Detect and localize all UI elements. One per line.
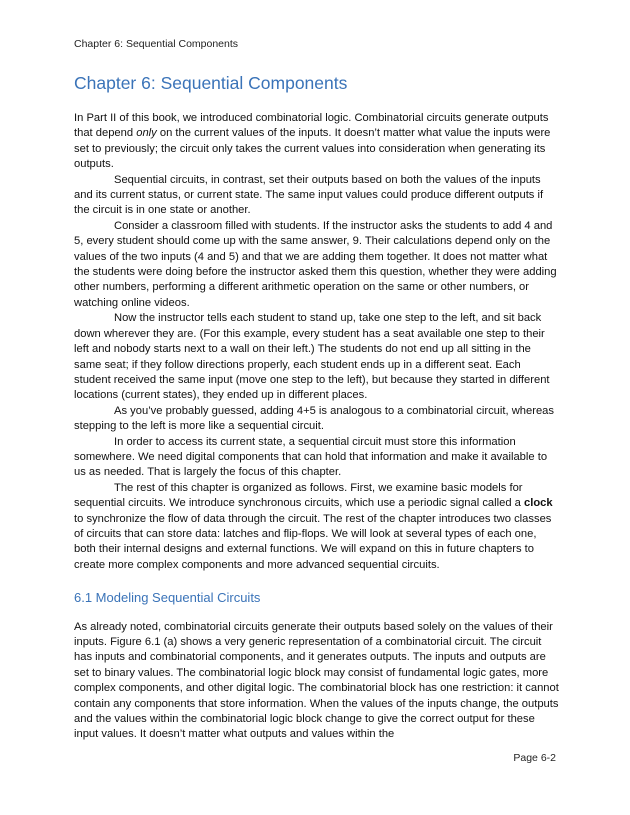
running-header: Chapter 6: Sequential Components <box>74 38 239 50</box>
text-run: Now the instructor tells each student to stand up, take one step to the left, and sit back down wherever they are. (For this example, every student has a seat available one step to their left and nobody starts next to a wall on their left.) The students do not end up all sitting in the same seat; if they follow directions properly, each student ends up in a different seat. Each student received the same input (move one step to the left), but because they started in different locations (current states), they ended up in different places. <box>74 312 550 402</box>
paragraph <box>74 111 559 173</box>
paragraph <box>74 620 559 743</box>
emphasis: only <box>136 127 157 140</box>
text-run: Sequential circuits, in contrast, set their outputs based on both the values of the inputs and its current status, or current state. The same input values could produce different outputs if the circuit is in one state or another. <box>74 173 544 217</box>
text-run: As you’ve probably guessed, adding 4+5 is analogous to a combinatorial circuit, whereas stepping to the left is more like a sequential circuit. <box>74 404 554 433</box>
paragraph <box>74 404 559 435</box>
paragraph <box>74 311 559 403</box>
paragraph <box>74 481 559 573</box>
paragraph <box>74 219 559 311</box>
text-run: on the current values of the inputs. It doesn’t matter what value the inputs were set to previously; the circuit only takes the current values into consideration when generating its outputs. <box>74 127 551 171</box>
paragraph <box>74 173 559 219</box>
paragraph <box>74 435 559 481</box>
section-paragraphs <box>74 620 559 743</box>
text-run: Consider a classroom filled with students. If the instructor asks the students to add 4 and 5, every student should come up with the same answer, 9. Their calculations depend only on the values of the two inputs (4 and 5) and that we are adding them together. It does not matter what the students were doing before the instructor asked them this question, whether they were adding other numbers, performing a different arithmetic operation on the same or other numbers, or watching online videos. <box>74 219 557 309</box>
bold-term: clock <box>524 497 553 510</box>
body-text <box>74 111 559 743</box>
text-run: In Part II of this book, we introduced combinatorial logic. Combinatorial circuits generate outputs that depend <box>74 112 549 140</box>
text-run: The rest of this chapter is organized as follows. First, we examine basic models for sequential circuits. We introduce synchronous circuits, which use a periodic signal called a <box>74 481 525 510</box>
chapter-title: Chapter 6: Sequential Components <box>74 73 348 93</box>
text-run: to synchronize the flow of data through the circuit. The rest of the chapter introduces two classes of circuits that can store data: latches and flip-flops. We will look at several types of each one, both their internal designs and external functions. We will expand on this in future chapters to create more complex components and more advanced sequential circuits. <box>74 512 552 571</box>
page-number: Page 6-2 <box>513 752 556 764</box>
text-run: In order to access its current state, a sequential circuit must store this information somewhere. We need digital components that can hold that information and make it available to us as needed. That is largely the focus of this chapter. <box>74 435 548 479</box>
text-run: As already noted, combinatorial circuits generate their outputs based solely on the values of their inputs. Figure 6.1 (a) shows a very generic representation of a combinatorial circuit. The circuit has inputs and combinatorial components, and it generates outputs. The inputs and outputs are set to binary values. The combinatorial logic block may consist of fundamental logic gates, more complex components, and other digital logic. The combinatorial block has one restriction: it cannot contain any components that store information. When the values of the inputs change, the outputs and the values within the combinatorial logic block change to give the correct output for these input values. It doesn’t matter what outputs and values within the <box>74 620 559 741</box>
intro-paragraphs <box>74 111 559 573</box>
section-heading: 6.1 Modeling Sequential Circuits <box>74 590 261 606</box>
